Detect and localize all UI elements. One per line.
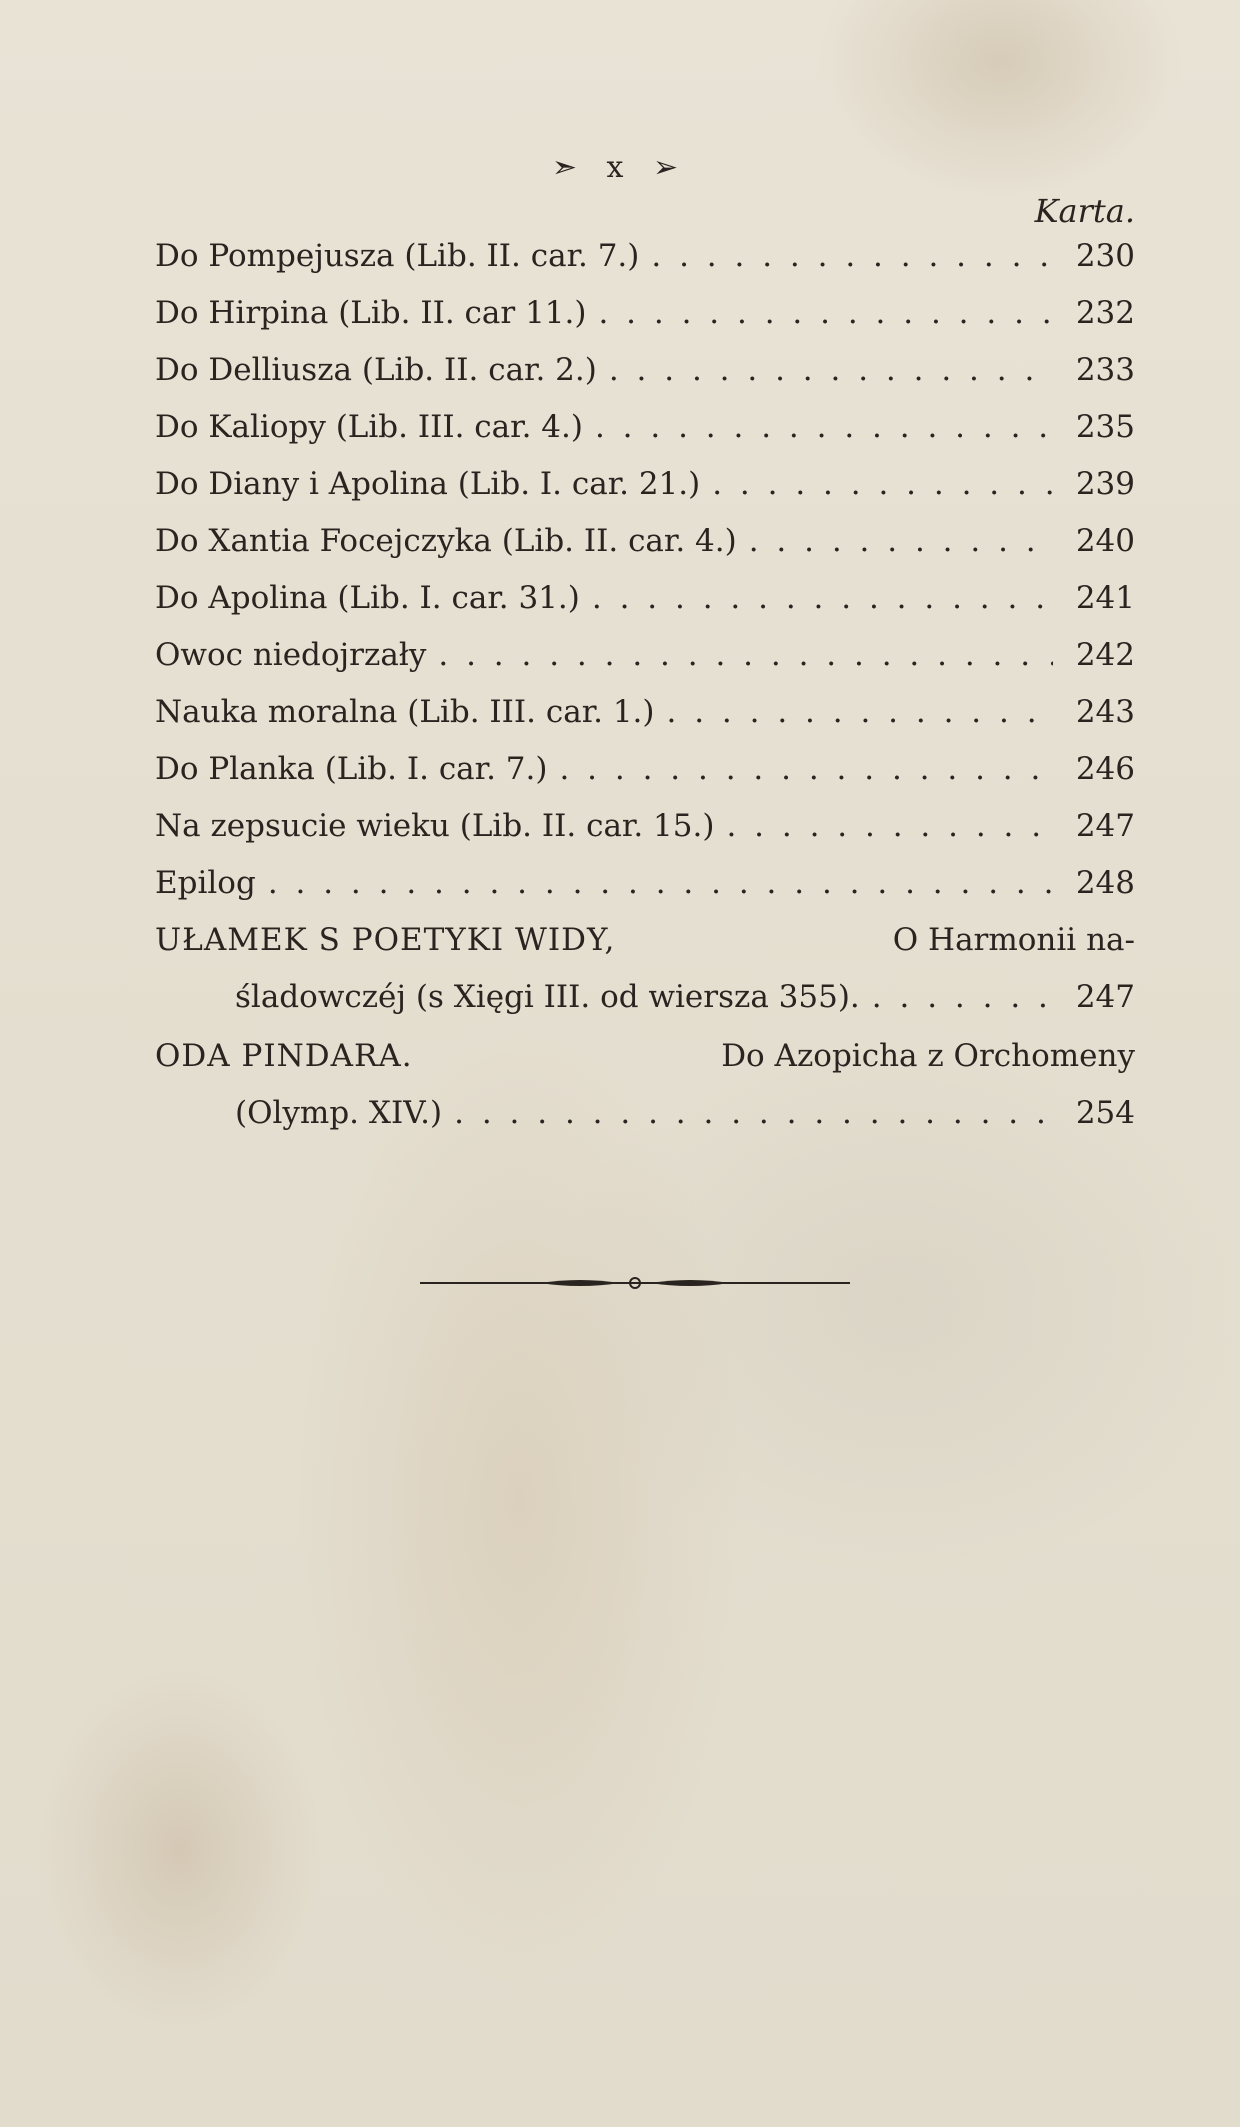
toc-entry	[155, 238, 1135, 295]
toc-entry	[155, 409, 1135, 466]
toc-entry	[155, 295, 1135, 352]
column-header-karta: Karta.	[1034, 192, 1135, 230]
toc-entry-page: 241	[1075, 580, 1135, 616]
toc-entry-page: 235	[1075, 409, 1135, 445]
toc-entry-page: 230	[1075, 238, 1135, 274]
toc-entry	[155, 865, 1135, 922]
toc-entry-title: Na zepsucie wieku (Lib. II. car. 15.)	[155, 808, 715, 844]
page-roman-number: x	[606, 150, 634, 185]
dot-leader	[268, 865, 1053, 901]
toc-entry-title: Epilog	[155, 865, 256, 901]
toc-entry	[155, 694, 1135, 751]
dot-leader	[712, 466, 1053, 502]
toc-entry-title: Do Pompejusza (Lib. II. car. 7.)	[155, 238, 640, 274]
toc-entry-title: Do Xantia Focejczyka (Lib. II. car. 4.)	[155, 523, 737, 559]
toc-entry-title-continuation: śladowczéj (s Xięgi III. od wiersza 355).	[235, 979, 860, 1015]
toc-entry-page: 247	[1075, 808, 1135, 844]
toc-entry-title-continuation: (Olymp. XIV.)	[235, 1095, 443, 1131]
toc-entry-page: 233	[1075, 352, 1135, 388]
dot-leader	[598, 295, 1053, 331]
dot-leader	[595, 409, 1053, 445]
ornament-left-icon: ➣	[551, 150, 587, 185]
toc-entry-multiline	[155, 1038, 1135, 1152]
toc-entry	[155, 580, 1135, 637]
toc-entry-title: Nauka moralna (Lib. III. car. 1.)	[155, 694, 655, 730]
toc-entry-title-part: UŁAMEK S POETYKI WIDY,	[155, 922, 616, 958]
toc-entry-page: 242	[1075, 637, 1135, 673]
toc-entry	[155, 808, 1135, 865]
dot-leader	[872, 979, 1053, 1015]
toc-entry-title-part: Do Azopicha z Orchomeny	[721, 1038, 1135, 1074]
toc-entry	[155, 466, 1135, 523]
toc-entry-title: Do Hirpina (Lib. II. car 11.)	[155, 295, 587, 331]
dot-leader	[749, 523, 1053, 559]
toc-entry	[155, 523, 1135, 580]
toc-entry	[155, 637, 1135, 694]
toc-entry-title-part: ODA PINDARA.	[155, 1038, 413, 1074]
ornament-right-icon: ➢	[653, 150, 689, 185]
toc-entry-title: Do Diany i Apolina (Lib. I. car. 21.)	[155, 466, 701, 502]
toc-entry-title: Do Planka (Lib. I. car. 7.)	[155, 751, 548, 787]
dot-leader	[609, 352, 1053, 388]
dot-leader	[726, 808, 1053, 844]
toc-entry-page: 254	[1075, 1095, 1135, 1131]
toc-entry-page: 240	[1075, 523, 1135, 559]
toc-entry	[155, 751, 1135, 808]
toc-entry-title: Do Kaliopy (Lib. III. car. 4.)	[155, 409, 583, 445]
dot-leader	[592, 580, 1053, 616]
dot-leader	[454, 1095, 1053, 1131]
toc-entry-page: 239	[1075, 466, 1135, 502]
dot-leader	[438, 637, 1053, 673]
toc-entry-title: Owoc niedojrzały	[155, 637, 427, 673]
table-of-contents	[155, 238, 1135, 1154]
dot-leader	[651, 238, 1053, 274]
toc-entry	[155, 352, 1135, 409]
toc-entry-page: 232	[1075, 295, 1135, 331]
toc-entry-page: 248	[1075, 865, 1135, 901]
toc-entry-page: 243	[1075, 694, 1135, 730]
toc-entry-page: 246	[1075, 751, 1135, 787]
dot-leader	[667, 694, 1054, 730]
dot-leader	[559, 751, 1053, 787]
ornamental-rule	[420, 1276, 850, 1290]
toc-entry-multiline	[155, 922, 1135, 1036]
toc-entry-title: Do Delliusza (Lib. II. car. 2.)	[155, 352, 597, 388]
toc-entry-title: Do Apolina (Lib. I. car. 31.)	[155, 580, 580, 616]
page-header-ornament	[0, 150, 1240, 185]
toc-entry-title-part: O Harmonii na-	[892, 922, 1135, 958]
toc-entry-page: 247	[1075, 979, 1135, 1015]
